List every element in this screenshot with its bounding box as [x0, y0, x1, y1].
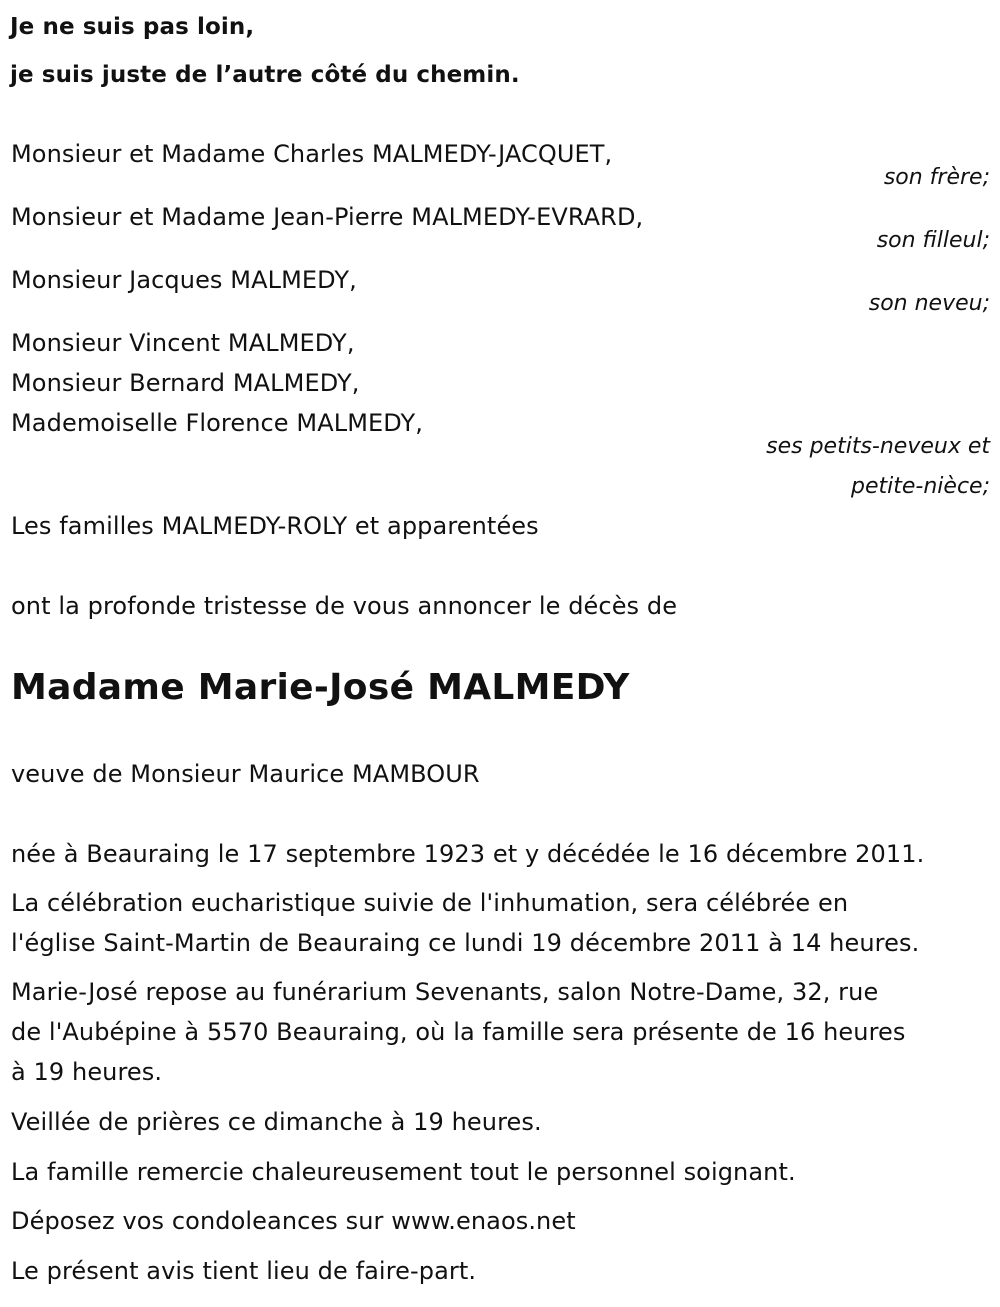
family-member-name: Monsieur Bernard MALMEDY, — [11, 369, 360, 397]
family-relation: son neveu; — [868, 291, 990, 316]
family-relation: son frère; — [883, 165, 990, 190]
family-member-name: Monsieur et Madame Jean-Pierre MALMEDY-EVRARD, — [11, 203, 644, 231]
family-relation: petite-nièce; — [851, 474, 990, 499]
epigraph-line-2: je suis juste de l’autre côté du chemin. — [10, 62, 520, 88]
repose-line: à 19 heures. — [11, 1058, 163, 1086]
thanks: La famille remercie chaleureusement tout le personnel soignant. — [11, 1158, 796, 1186]
vigil: Veillée de prières ce dimanche à 19 heures. — [11, 1108, 542, 1136]
repose-line: de l'Aubépine à 5570 Beauraing, où la famille sera présente de 16 heures — [11, 1018, 906, 1046]
family-relation: ses petits-neveux et — [766, 434, 990, 459]
deceased-name: Madame Marie-José MALMEDY — [11, 667, 630, 708]
birth-death: née à Beauraing le 17 septembre 1923 et y décédée le 16 décembre 2011. — [11, 840, 925, 868]
celebration-line: La célébration eucharistique suivie de l'inhumation, sera célébrée en — [11, 889, 849, 917]
celebration-line: l'église Saint-Martin de Beauraing ce lundi 19 décembre 2011 à 14 heures. — [11, 929, 920, 957]
announcement: ont la profonde tristesse de vous annoncer le décès de — [11, 592, 678, 620]
family-member-name: Monsieur Jacques MALMEDY, — [11, 266, 357, 294]
family-member-name: Monsieur Vincent MALMEDY, — [11, 329, 355, 357]
families-line: Les familles MALMEDY-ROLY et apparentées — [11, 512, 539, 540]
widow-of: veuve de Monsieur Maurice MAMBOUR — [11, 760, 480, 788]
family-member-name: Mademoiselle Florence MALMEDY, — [11, 409, 424, 437]
epigraph-line-1: Je ne suis pas loin, — [10, 14, 255, 40]
repose-line: Marie-José repose au funérarium Sevenants, salon Notre-Dame, 32, rue — [11, 978, 879, 1006]
family-relation: son filleul; — [876, 228, 990, 253]
notice: Le présent avis tient lieu de faire-part. — [11, 1257, 477, 1285]
family-member-name: Monsieur et Madame Charles MALMEDY-JACQUET, — [11, 140, 613, 168]
condolences: Déposez vos condoleances sur www.enaos.net — [11, 1207, 576, 1235]
